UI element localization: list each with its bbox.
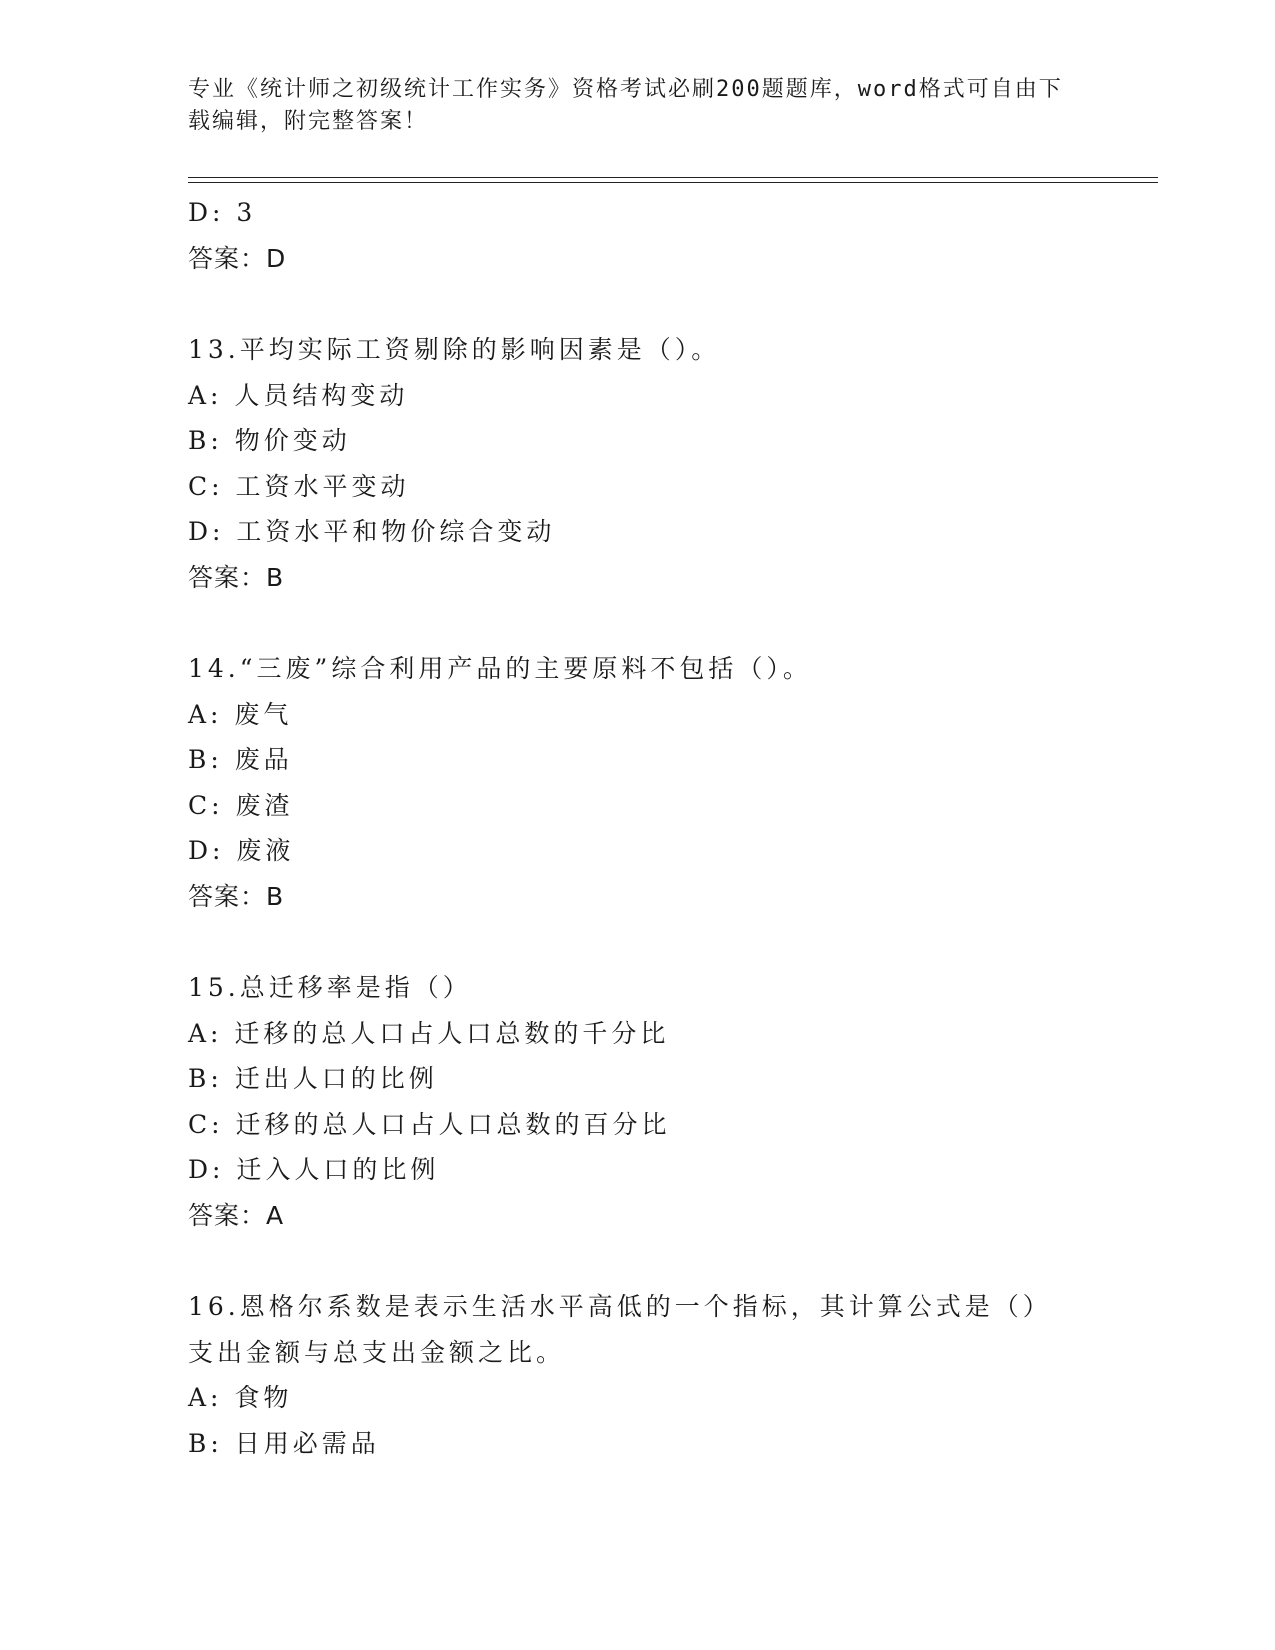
question-15 bbox=[188, 965, 1088, 1238]
header-rule-bottom bbox=[188, 182, 1158, 183]
option-a: A: 食物 bbox=[188, 1383, 293, 1412]
option-b: B: 废品 bbox=[188, 745, 293, 774]
option-b: B: 迁出人口的比例 bbox=[188, 1064, 438, 1093]
option-a: A: 迁移的总人口占人口总数的千分比 bbox=[188, 1018, 670, 1048]
option-d: D: 废液 bbox=[188, 836, 295, 865]
question-list bbox=[188, 190, 1088, 1466]
answer-line: 答案：B bbox=[188, 562, 285, 592]
option-d: D: 迁入人口的比例 bbox=[188, 1155, 440, 1184]
option-a: A: 废气 bbox=[188, 699, 293, 729]
answer-line: 答案：D bbox=[188, 243, 287, 273]
option-d: D: 3 bbox=[188, 198, 257, 227]
question-text: 13.平均实际工资剔除的影响因素是（）。 bbox=[188, 335, 721, 364]
option-c: C: 废渣 bbox=[188, 790, 294, 820]
answer-line: 答案：B bbox=[188, 881, 285, 911]
question-text: 15.总迁移率是指（） bbox=[188, 973, 472, 1002]
option-b: B: 物价变动 bbox=[188, 426, 351, 455]
answer-line: 答案：A bbox=[188, 1200, 285, 1230]
question-text: 14.“三废”综合利用产品的主要原料不包括（）。 bbox=[188, 654, 812, 683]
question-13 bbox=[188, 327, 1088, 600]
document-header: 专业《统计师之初级统计工作实务》资格考试必刷200题题库，word格式可自由下载编辑，附完整答案！ bbox=[188, 77, 1063, 134]
option-c: C: 迁移的总人口占人口总数的百分比 bbox=[188, 1109, 671, 1139]
option-c: C: 工资水平变动 bbox=[188, 471, 410, 501]
option-d: D: 工资水平和物价综合变动 bbox=[188, 517, 556, 546]
question-14 bbox=[188, 646, 1088, 919]
option-a: A: 人员结构变动 bbox=[188, 380, 409, 410]
header-rule-top bbox=[188, 177, 1158, 178]
question-text: 16.恩格尔系数是表示生活水平高低的一个指标，其计算公式是（）支出金额与总支出金额之比。 bbox=[188, 1292, 1052, 1367]
option-b: B: 日用必需品 bbox=[188, 1428, 380, 1458]
question-16 bbox=[188, 1284, 1088, 1466]
